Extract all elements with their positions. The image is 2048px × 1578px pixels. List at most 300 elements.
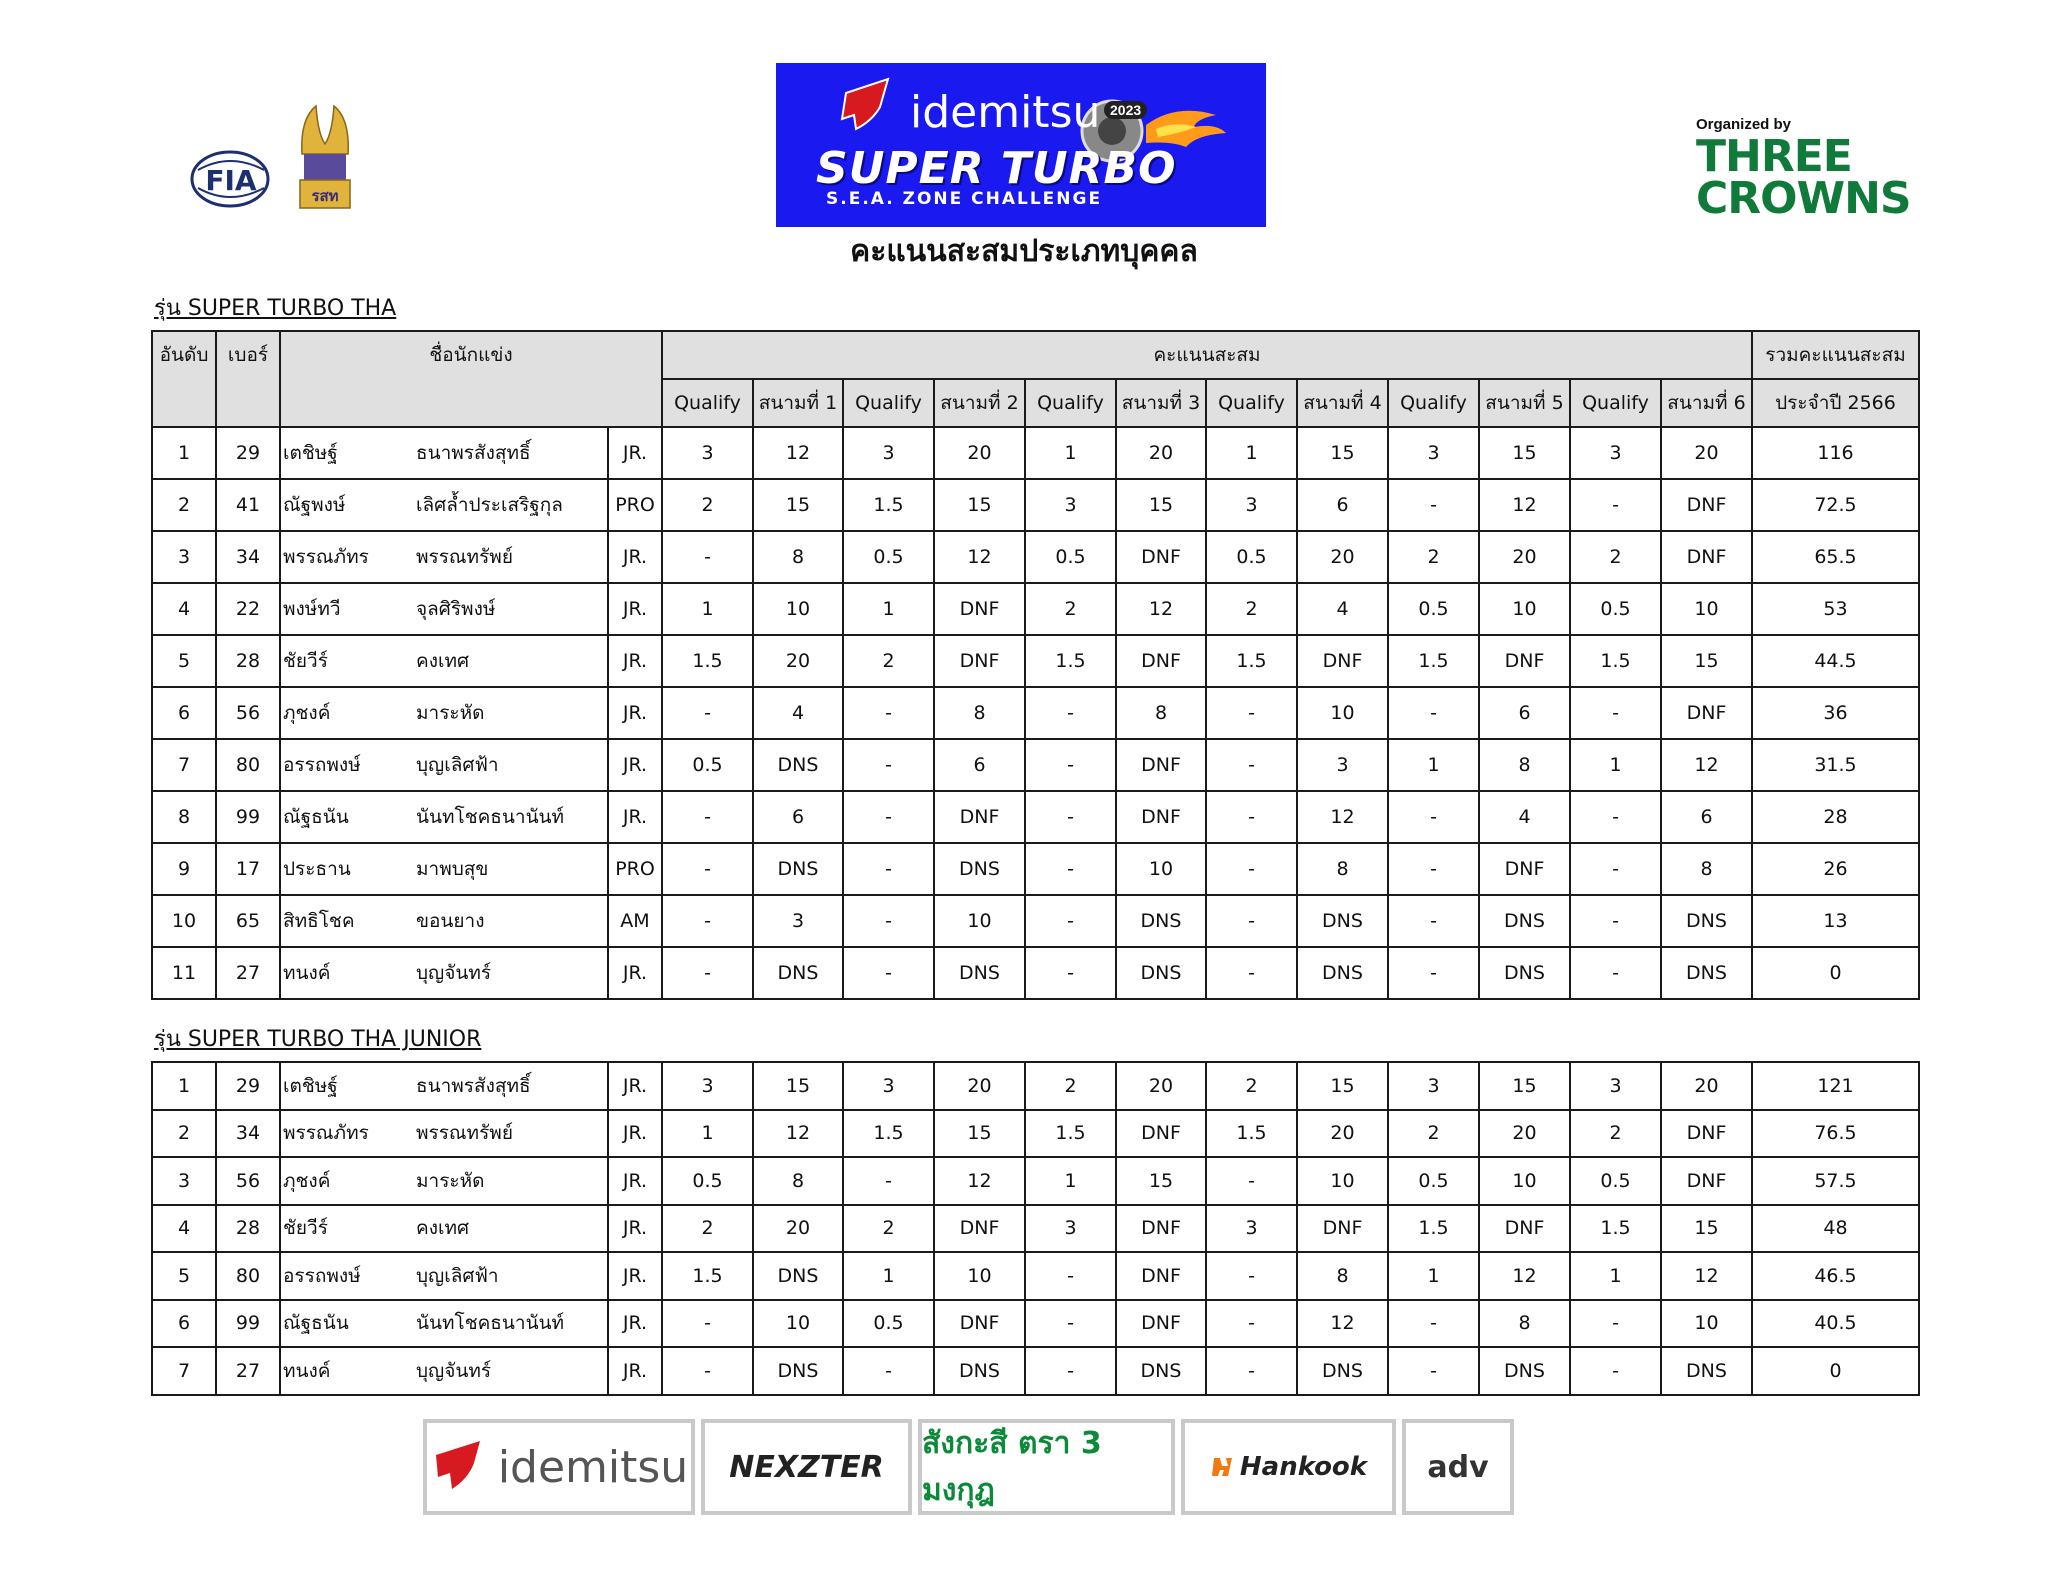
sponsor-nexzter xyxy=(701,1419,912,1515)
table-row xyxy=(152,531,1919,583)
points-cell: DNF xyxy=(1661,531,1752,583)
points-cell: DNS xyxy=(753,843,843,895)
number-cell: 29 xyxy=(216,1062,280,1110)
organizer-name-line1: THREE xyxy=(1696,131,1852,182)
class-cell: JR. xyxy=(608,427,662,479)
rank-cell: 5 xyxy=(152,635,216,687)
first-name-cell: อรรถพงษ์ xyxy=(280,739,410,791)
points-cell: DNS xyxy=(753,739,843,791)
points-cell: - xyxy=(1206,1252,1297,1300)
points-cell: - xyxy=(1388,843,1479,895)
points-cell: - xyxy=(1388,1300,1479,1348)
points-cell: 1 xyxy=(843,583,934,635)
rank-cell: 8 xyxy=(152,791,216,843)
points-cell: 10 xyxy=(753,1300,843,1348)
last-name-cell: คงเทศ xyxy=(410,635,608,687)
points-cell: 15 xyxy=(1661,635,1752,687)
points-cell: 2 xyxy=(1206,1062,1297,1110)
points-cell: DNF xyxy=(1297,1205,1388,1253)
points-cell: 20 xyxy=(1297,531,1388,583)
points-cell: 2 xyxy=(1388,531,1479,583)
points-cell: - xyxy=(662,1300,753,1348)
points-cell: - xyxy=(1025,1300,1116,1348)
points-cell: 10 xyxy=(753,583,843,635)
points-cell: DNF xyxy=(1661,687,1752,739)
points-cell: DNS xyxy=(1661,947,1752,999)
points-cell: 10 xyxy=(1479,1157,1570,1205)
last-name-cell: บุญเลิศฟ้า xyxy=(410,739,608,791)
points-cell: DNF xyxy=(1661,1110,1752,1158)
points-cell: - xyxy=(1206,739,1297,791)
points-cell: 20 xyxy=(1479,1110,1570,1158)
points-cell: DNF xyxy=(1116,791,1206,843)
points-cell: 0.5 xyxy=(662,739,753,791)
last-name-cell: จุลศิริพงษ์ xyxy=(410,583,608,635)
points-cell: - xyxy=(662,895,753,947)
last-name-cell: นันทโชคธนานันท์ xyxy=(410,1300,608,1348)
points-cell: DNF xyxy=(1116,1110,1206,1158)
points-cell: 12 xyxy=(1661,1252,1752,1300)
points-cell: DNS xyxy=(1661,1347,1752,1395)
points-cell: DNS xyxy=(934,843,1025,895)
total-cell: 121 xyxy=(1752,1062,1919,1110)
total-cell: 26 xyxy=(1752,843,1919,895)
points-cell: 3 xyxy=(1025,479,1116,531)
points-cell: DNF xyxy=(1661,479,1752,531)
points-cell: 10 xyxy=(1661,583,1752,635)
points-cell: - xyxy=(1388,1347,1479,1395)
points-cell: 12 xyxy=(1297,791,1388,843)
points-cell: 20 xyxy=(934,1062,1025,1110)
points-cell: 20 xyxy=(753,635,843,687)
points-cell: 20 xyxy=(1116,427,1206,479)
points-cell: 1 xyxy=(843,1252,934,1300)
points-cell: 3 xyxy=(1388,427,1479,479)
points-cell: DNF xyxy=(1479,635,1570,687)
points-cell: 3 xyxy=(843,1062,934,1110)
total-cell: 40.5 xyxy=(1752,1300,1919,1348)
first-name-cell: ประธาน xyxy=(280,843,410,895)
points-cell: 8 xyxy=(1479,739,1570,791)
points-cell: - xyxy=(1025,947,1116,999)
rank-cell: 3 xyxy=(152,1157,216,1205)
table-row xyxy=(152,1252,1919,1300)
total-cell: 44.5 xyxy=(1752,635,1919,687)
table-row xyxy=(152,687,1919,739)
points-cell: 20 xyxy=(753,1205,843,1253)
table-row xyxy=(152,1062,1919,1110)
sponsor-idemitsu xyxy=(423,1419,695,1515)
last-name-cell: คงเทศ xyxy=(410,1205,608,1253)
points-cell: - xyxy=(662,531,753,583)
points-cell: 12 xyxy=(753,1110,843,1158)
points-cell: 3 xyxy=(1388,1062,1479,1110)
points-cell: - xyxy=(1570,843,1661,895)
points-cell: 10 xyxy=(934,1252,1025,1300)
class-cell: JR. xyxy=(608,739,662,791)
rank-cell: 7 xyxy=(152,1347,216,1395)
points-cell: DNF xyxy=(1116,1252,1206,1300)
table-row xyxy=(152,1205,1919,1253)
points-cell: DNF xyxy=(1479,843,1570,895)
organizer-name-line2: CROWNS xyxy=(1696,173,1911,224)
points-cell: DNF xyxy=(1479,1205,1570,1253)
class-cell: JR. xyxy=(608,791,662,843)
points-cell: 20 xyxy=(1479,531,1570,583)
points-cell: 10 xyxy=(934,895,1025,947)
table-row xyxy=(152,479,1919,531)
rank-cell: 4 xyxy=(152,1205,216,1253)
points-cell: 6 xyxy=(1479,687,1570,739)
points-cell: 1 xyxy=(1025,427,1116,479)
header-round: Qualify xyxy=(1025,379,1116,427)
points-cell: 0.5 xyxy=(1388,583,1479,635)
rank-cell: 3 xyxy=(152,531,216,583)
organizer-name xyxy=(1696,131,1911,224)
first-name-cell: เตชิษฐ์ xyxy=(280,1062,410,1110)
rast-logo xyxy=(296,104,354,210)
points-cell: 0.5 xyxy=(1570,583,1661,635)
organizer-label: Organized by xyxy=(1696,116,1792,133)
points-cell: - xyxy=(1388,479,1479,531)
header-round: สนามที่ 2 xyxy=(934,379,1025,427)
points-cell: - xyxy=(1025,1347,1116,1395)
points-cell: 2 xyxy=(843,1205,934,1253)
points-cell: - xyxy=(662,1347,753,1395)
points-cell: 15 xyxy=(1297,1062,1388,1110)
points-cell: DNF xyxy=(1116,1300,1206,1348)
points-cell: 0.5 xyxy=(1025,531,1116,583)
idemitsu-logo-icon xyxy=(430,1439,490,1495)
last-name-cell: เลิศล้ำประเสริฐกุล xyxy=(410,479,608,531)
rank-cell: 10 xyxy=(152,895,216,947)
points-cell: 12 xyxy=(1479,1252,1570,1300)
last-name-cell: มาพบสุข xyxy=(410,843,608,895)
points-cell: 8 xyxy=(1297,843,1388,895)
points-cell: DNS xyxy=(753,1347,843,1395)
table-row xyxy=(152,1157,1919,1205)
header-total-year: ประจำปี 2566 xyxy=(1752,379,1919,427)
points-cell: DNF xyxy=(934,1300,1025,1348)
number-cell: 34 xyxy=(216,531,280,583)
points-cell: 20 xyxy=(1297,1110,1388,1158)
points-cell: - xyxy=(1206,687,1297,739)
class-cell: JR. xyxy=(608,1205,662,1253)
last-name-cell: มาระหัด xyxy=(410,687,608,739)
class-cell: JR. xyxy=(608,687,662,739)
points-cell: - xyxy=(843,843,934,895)
points-cell: DNS xyxy=(1479,895,1570,947)
points-cell: DNS xyxy=(1661,895,1752,947)
points-cell: - xyxy=(1388,947,1479,999)
class-cell: JR. xyxy=(608,1300,662,1348)
rank-cell: 5 xyxy=(152,1252,216,1300)
table-row xyxy=(152,1300,1919,1348)
points-cell: 3 xyxy=(1570,427,1661,479)
header-round: Qualify xyxy=(1206,379,1297,427)
points-cell: 8 xyxy=(934,687,1025,739)
points-cell: - xyxy=(1025,843,1116,895)
points-cell: 1 xyxy=(662,583,753,635)
sponsor-name: NEXZTER xyxy=(729,1449,884,1485)
page-title: คะแนนสะสมประเภทบุคคล xyxy=(850,234,1198,269)
number-cell: 27 xyxy=(216,947,280,999)
points-cell: 6 xyxy=(753,791,843,843)
points-cell: 3 xyxy=(1206,1205,1297,1253)
points-cell: DNF xyxy=(1116,635,1206,687)
total-cell: 0 xyxy=(1752,947,1919,999)
points-cell: 8 xyxy=(1479,1300,1570,1348)
points-cell: 15 xyxy=(1116,479,1206,531)
points-cell: 2 xyxy=(1025,1062,1116,1110)
points-cell: 2 xyxy=(1570,531,1661,583)
points-cell: 15 xyxy=(753,479,843,531)
points-cell: - xyxy=(1025,739,1116,791)
first-name-cell: ภุชงค์ xyxy=(280,687,410,739)
points-cell: 15 xyxy=(934,479,1025,531)
points-cell: 1.5 xyxy=(662,635,753,687)
points-cell: 1 xyxy=(1206,427,1297,479)
last-name-cell: ธนาพรสังสุทธิ์ xyxy=(410,427,608,479)
points-cell: 8 xyxy=(753,1157,843,1205)
points-cell: 15 xyxy=(753,1062,843,1110)
points-cell: 12 xyxy=(934,1157,1025,1205)
points-cell: 6 xyxy=(1297,479,1388,531)
first-name-cell: ทนงค์ xyxy=(280,1347,410,1395)
header-round: สนามที่ 4 xyxy=(1297,379,1388,427)
class-cell: JR. xyxy=(608,1347,662,1395)
points-cell: 1.5 xyxy=(1025,635,1116,687)
number-cell: 65 xyxy=(216,895,280,947)
standings-table-junior xyxy=(151,1061,1920,1396)
points-cell: - xyxy=(843,739,934,791)
points-cell: 20 xyxy=(1661,1062,1752,1110)
points-cell: - xyxy=(1206,1300,1297,1348)
points-cell: - xyxy=(1206,895,1297,947)
points-cell: 2 xyxy=(843,635,934,687)
points-cell: - xyxy=(1206,843,1297,895)
points-cell: - xyxy=(1570,1300,1661,1348)
points-cell: 0.5 xyxy=(1388,1157,1479,1205)
points-cell: 10 xyxy=(1297,687,1388,739)
hankook-logo-icon xyxy=(1210,1452,1240,1482)
first-name-cell: ชัยวีร์ xyxy=(280,1205,410,1253)
points-cell: 12 xyxy=(1297,1300,1388,1348)
points-cell: 12 xyxy=(1479,479,1570,531)
header-round: สนามที่ 1 xyxy=(753,379,843,427)
points-cell: DNF xyxy=(1297,635,1388,687)
points-cell: - xyxy=(843,1347,934,1395)
points-cell: - xyxy=(843,791,934,843)
section-title-junior: รุ่น SUPER TURBO THA JUNIOR xyxy=(154,1027,482,1052)
number-cell: 28 xyxy=(216,635,280,687)
points-cell: 1.5 xyxy=(1206,1110,1297,1158)
total-cell: 76.5 xyxy=(1752,1110,1919,1158)
event-banner xyxy=(776,63,1266,227)
points-cell: 3 xyxy=(1297,739,1388,791)
points-cell: - xyxy=(1570,895,1661,947)
points-cell: - xyxy=(1388,687,1479,739)
organizer-logo xyxy=(1696,116,1911,226)
points-cell: 1 xyxy=(1388,739,1479,791)
sponsor-name: idemitsu xyxy=(497,1441,689,1493)
points-cell: 3 xyxy=(843,427,934,479)
points-cell: 6 xyxy=(1661,791,1752,843)
number-cell: 17 xyxy=(216,843,280,895)
points-cell: 1.5 xyxy=(662,1252,753,1300)
points-cell: - xyxy=(1570,687,1661,739)
points-cell: 8 xyxy=(1661,843,1752,895)
points-cell: 1.5 xyxy=(1206,635,1297,687)
points-cell: DNS xyxy=(1116,1347,1206,1395)
points-cell: 1.5 xyxy=(843,479,934,531)
table-row xyxy=(152,843,1919,895)
points-cell: 6 xyxy=(934,739,1025,791)
points-cell: - xyxy=(843,895,934,947)
points-cell: DNF xyxy=(1661,1157,1752,1205)
header-round: สนามที่ 3 xyxy=(1116,379,1206,427)
points-cell: - xyxy=(843,947,934,999)
first-name-cell: สิทธิโชค xyxy=(280,895,410,947)
total-cell: 28 xyxy=(1752,791,1919,843)
points-cell: 2 xyxy=(1206,583,1297,635)
last-name-cell: ธนาพรสังสุทธิ์ xyxy=(410,1062,608,1110)
points-cell: 12 xyxy=(1116,583,1206,635)
sponsor-adv xyxy=(1402,1419,1514,1515)
svg-text:FIA: FIA xyxy=(205,164,257,197)
banner-title: SUPER TURBO xyxy=(816,143,1177,194)
points-cell: - xyxy=(1206,1157,1297,1205)
table-row xyxy=(152,427,1919,479)
points-cell: 1.5 xyxy=(1388,635,1479,687)
total-cell: 13 xyxy=(1752,895,1919,947)
points-cell: 4 xyxy=(1479,791,1570,843)
points-cell: 12 xyxy=(753,427,843,479)
rank-cell: 2 xyxy=(152,1110,216,1158)
first-name-cell: ณัฐพงษ์ xyxy=(280,479,410,531)
total-cell: 48 xyxy=(1752,1205,1919,1253)
number-cell: 56 xyxy=(216,687,280,739)
table-row xyxy=(152,791,1919,843)
sponsor-three-crowns-zinc xyxy=(918,1419,1175,1515)
total-cell: 36 xyxy=(1752,687,1919,739)
points-cell: DNS xyxy=(1116,947,1206,999)
points-cell: 15 xyxy=(1661,1205,1752,1253)
header-number: เบอร์ xyxy=(216,331,280,427)
points-cell: 2 xyxy=(662,479,753,531)
first-name-cell: อรรถพงษ์ xyxy=(280,1252,410,1300)
points-cell: 2 xyxy=(662,1205,753,1253)
class-cell: JR. xyxy=(608,947,662,999)
points-cell: 3 xyxy=(662,427,753,479)
points-cell: - xyxy=(1025,1252,1116,1300)
points-cell: 15 xyxy=(1297,427,1388,479)
class-cell: JR. xyxy=(608,1252,662,1300)
points-cell: - xyxy=(1206,791,1297,843)
first-name-cell: ชัยวีร์ xyxy=(280,635,410,687)
points-cell: 1 xyxy=(1570,739,1661,791)
points-cell: DNF xyxy=(934,635,1025,687)
points-cell: 3 xyxy=(1570,1062,1661,1110)
points-cell: 0.5 xyxy=(843,1300,934,1348)
points-cell: DNS xyxy=(753,947,843,999)
last-name-cell: ขอนยาง xyxy=(410,895,608,947)
total-cell: 65.5 xyxy=(1752,531,1919,583)
points-cell: DNF xyxy=(1116,739,1206,791)
total-cell: 0 xyxy=(1752,1347,1919,1395)
last-name-cell: พรรณทรัพย์ xyxy=(410,1110,608,1158)
rank-cell: 4 xyxy=(152,583,216,635)
table-row xyxy=(152,739,1919,791)
number-cell: 28 xyxy=(216,1205,280,1253)
table-row xyxy=(152,895,1919,947)
total-cell: 31.5 xyxy=(1752,739,1919,791)
points-cell: - xyxy=(662,843,753,895)
points-cell: DNS xyxy=(1297,947,1388,999)
class-cell: JR. xyxy=(608,635,662,687)
rank-cell: 1 xyxy=(152,427,216,479)
points-cell: - xyxy=(662,687,753,739)
number-cell: 80 xyxy=(216,739,280,791)
points-cell: 1 xyxy=(1388,1252,1479,1300)
points-cell: 2 xyxy=(1570,1110,1661,1158)
points-cell: 8 xyxy=(753,531,843,583)
points-cell: - xyxy=(1025,687,1116,739)
points-cell: 15 xyxy=(1479,1062,1570,1110)
points-cell: 15 xyxy=(1116,1157,1206,1205)
points-cell: - xyxy=(1570,947,1661,999)
points-cell: - xyxy=(1570,1347,1661,1395)
points-cell: 20 xyxy=(1661,427,1752,479)
number-cell: 41 xyxy=(216,479,280,531)
points-cell: - xyxy=(1206,947,1297,999)
number-cell: 99 xyxy=(216,1300,280,1348)
first-name-cell: พงษ์ทวี xyxy=(280,583,410,635)
header-round: Qualify xyxy=(1570,379,1661,427)
points-cell: - xyxy=(1388,791,1479,843)
table-row xyxy=(152,1347,1919,1395)
number-cell: 56 xyxy=(216,1157,280,1205)
points-cell: 15 xyxy=(1479,427,1570,479)
rank-cell: 1 xyxy=(152,1062,216,1110)
points-cell: DNS xyxy=(1116,895,1206,947)
rank-cell: 9 xyxy=(152,843,216,895)
points-cell: 0.5 xyxy=(662,1157,753,1205)
header-round: Qualify xyxy=(843,379,934,427)
points-cell: 0.5 xyxy=(1570,1157,1661,1205)
table-row xyxy=(152,947,1919,999)
points-cell: 10 xyxy=(1479,583,1570,635)
header-points-group: คะแนนสะสม xyxy=(662,331,1752,379)
points-cell: 12 xyxy=(1661,739,1752,791)
class-cell: JR. xyxy=(608,531,662,583)
points-cell: 12 xyxy=(934,531,1025,583)
points-cell: DNS xyxy=(1479,1347,1570,1395)
points-cell: 3 xyxy=(1206,479,1297,531)
points-cell: 20 xyxy=(934,427,1025,479)
number-cell: 34 xyxy=(216,1110,280,1158)
banner-brand: idemitsu xyxy=(910,87,1101,138)
points-cell: 20 xyxy=(1116,1062,1206,1110)
points-cell: - xyxy=(1570,791,1661,843)
points-cell: 1.5 xyxy=(1570,1205,1661,1253)
points-cell: DNF xyxy=(934,791,1025,843)
points-cell: 1.5 xyxy=(843,1110,934,1158)
points-cell: - xyxy=(1025,895,1116,947)
total-cell: 116 xyxy=(1752,427,1919,479)
rank-cell: 11 xyxy=(152,947,216,999)
points-cell: - xyxy=(1206,1347,1297,1395)
